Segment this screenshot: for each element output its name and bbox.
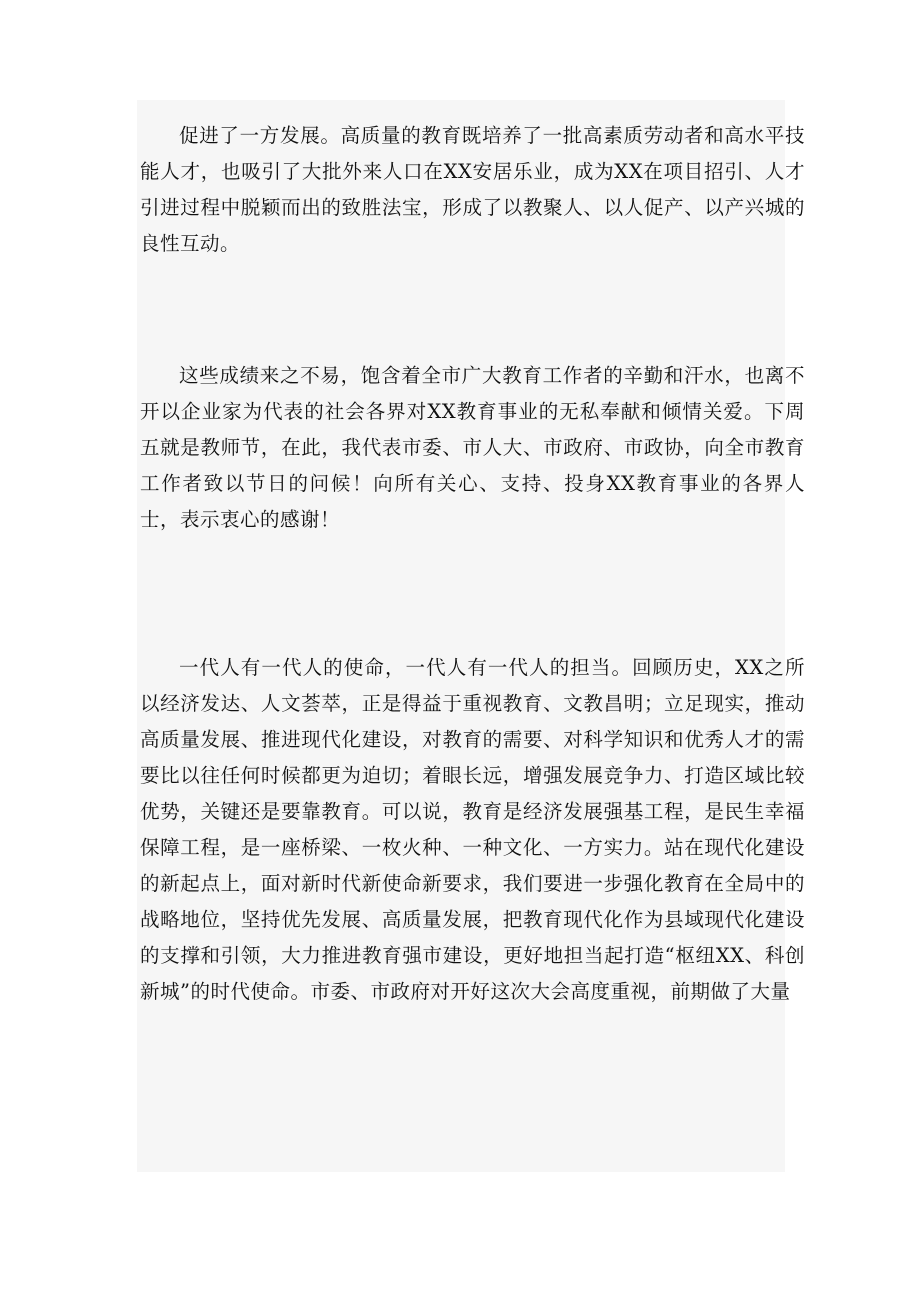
- paragraph-achievements: 这些成绩来之不易，饱含着全市广大教育工作者的辛勤和汗水，也离不开以企业家为代表的社会各界对XX教育事业的无私奉献和倾情关爱。下周五就是教师节，在此，我代表市委、市人大、市政府、市政协，向全市教育工作者致以节日的问候！向所有关心、支持、投身XX教育事业的各界人士，表示衷心的感谢！: [140, 364, 805, 531]
- paragraph-mission: 一代人有一代人的使命，一代人有一代人的担当。回顾历史，XX之所以经济发达、人文荟萃，正是得益于重视教育、文教昌明；立足现实，推动高质量发展、推进现代化建设，对教育的需要、对科学知识和优秀人才的需要比以往任何时候都更为迫切；着眼长远，增强发展竞争力、打造区域比较优势，关键还是要靠教育。可以说，教育是经济发展强基工程，是民生幸福保障工程，是一座桥梁、一枚火种、一种文化、一方实力。站在现代化建设的新起点上，面对新时代新使命新要求，我们要进一步强化教育在全局中的战略地位，坚持优先发展、高质量发展，把教育现代化作为县域现代化建设的支撑和引领，大力推进教育强市建设，更好地担当起打造“枢纽XX、科创新城”的时代使命。市委、市政府对开好这次大会高度重视，前期做了大量: [140, 656, 805, 1003]
- paragraph-development: 促进了一方发展。高质量的教育既培养了一批高素质劳动者和高水平技能人才，也吸引了大批外来人口在XX安居乐业，成为XX在项目招引、人才引进过程中脱颖而出的致胜法宝，形成了以教聚人、以人促产、以产兴城的良性互动。: [140, 124, 805, 255]
